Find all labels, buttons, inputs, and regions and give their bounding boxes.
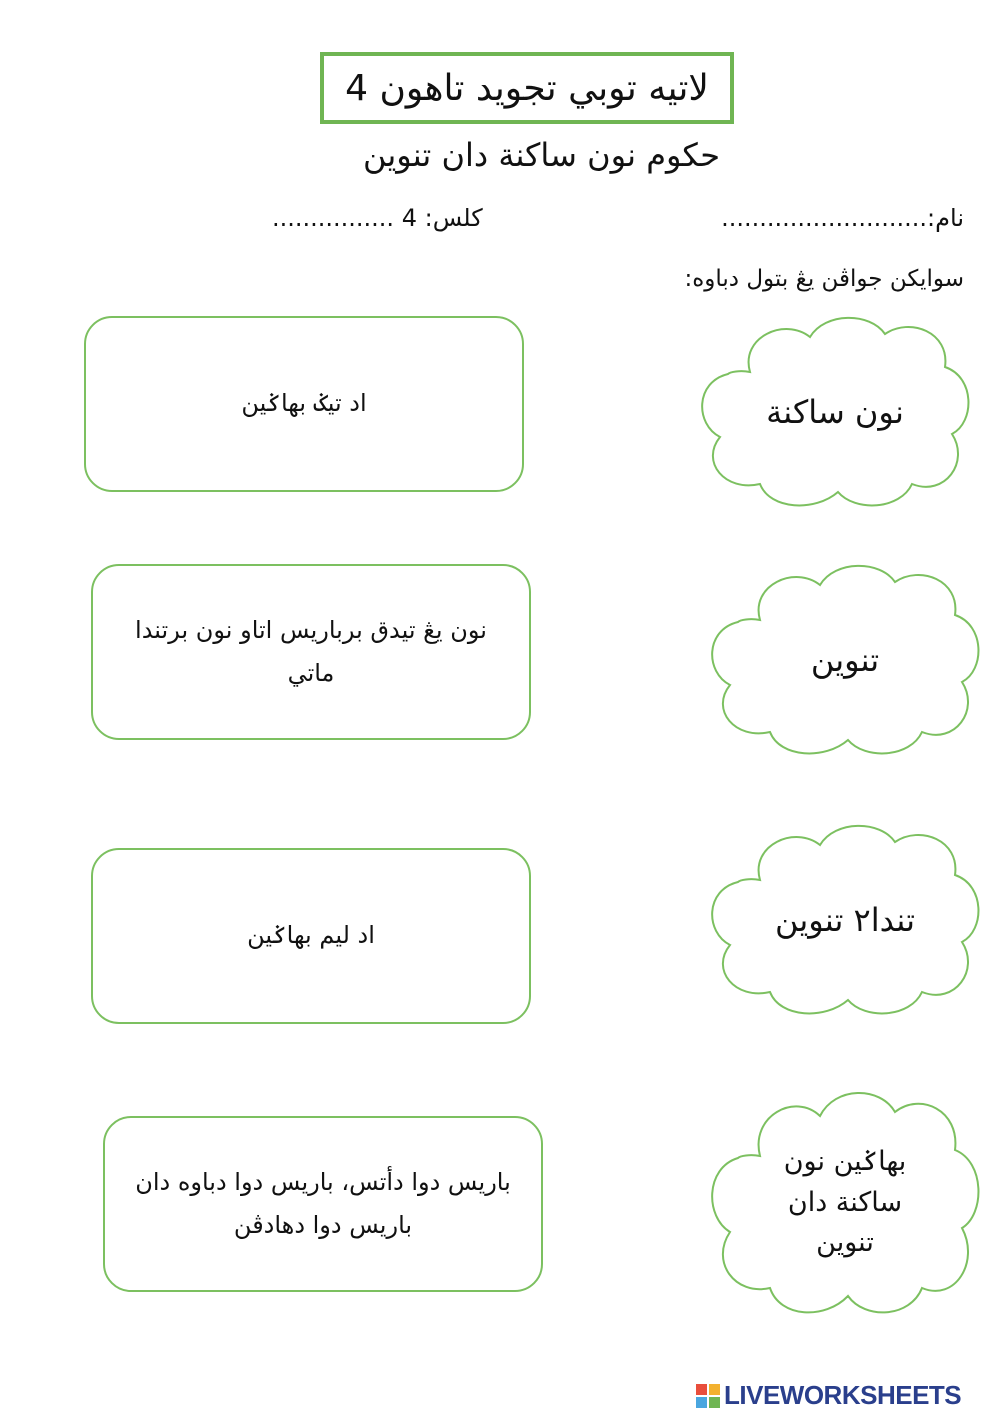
answer-text-3: اد ليم بهاݢين [247,921,375,950]
answer-box-3[interactable] [91,848,531,1024]
answer-box-4[interactable] [103,1116,543,1292]
answer-box-1[interactable] [84,316,524,492]
answer-text-1: اد تيݢ بهاݢين [241,389,367,418]
answer-text-4: باريس دوا دأتس، باريس دوا دباوه دان باريس دوا دهادڤن [135,1167,511,1239]
cloud-1[interactable] [690,312,980,512]
class-field: كلس: 4 ................ [272,204,483,232]
cloud-label-1: نون ساكنة [766,393,904,431]
title-text: لاتيه توبي تجويد تاهون 4 [345,67,709,109]
answer-text-2: نون يڠ تيدق برباريس اتاو نون برتندا ماتي [135,615,487,687]
cloud-label-2: تنوين [810,641,880,679]
logo-grid-icon [696,1384,720,1408]
cloud-4[interactable] [700,1086,990,1320]
instruction-text: سوايكن جواڤن يڠ بتول دباوه: [684,266,964,292]
cloud-3[interactable] [700,820,990,1020]
worksheet-title [320,52,734,124]
cloud-label-4: بهاݢين نون ساكنة دان تنوين [783,1146,907,1259]
cloud-label-3: تندا٢ تنوين [775,901,915,939]
name-field: نام:........................... [721,204,964,232]
cloud-2[interactable] [700,560,990,760]
worksheet-subtitle: حكوم نون ساكنة دان تنوين [362,136,720,174]
liveworksheets-logo [696,1380,961,1411]
brand-name: LIVEWORKSHEETS [724,1380,962,1410]
answer-box-2[interactable] [91,564,531,740]
